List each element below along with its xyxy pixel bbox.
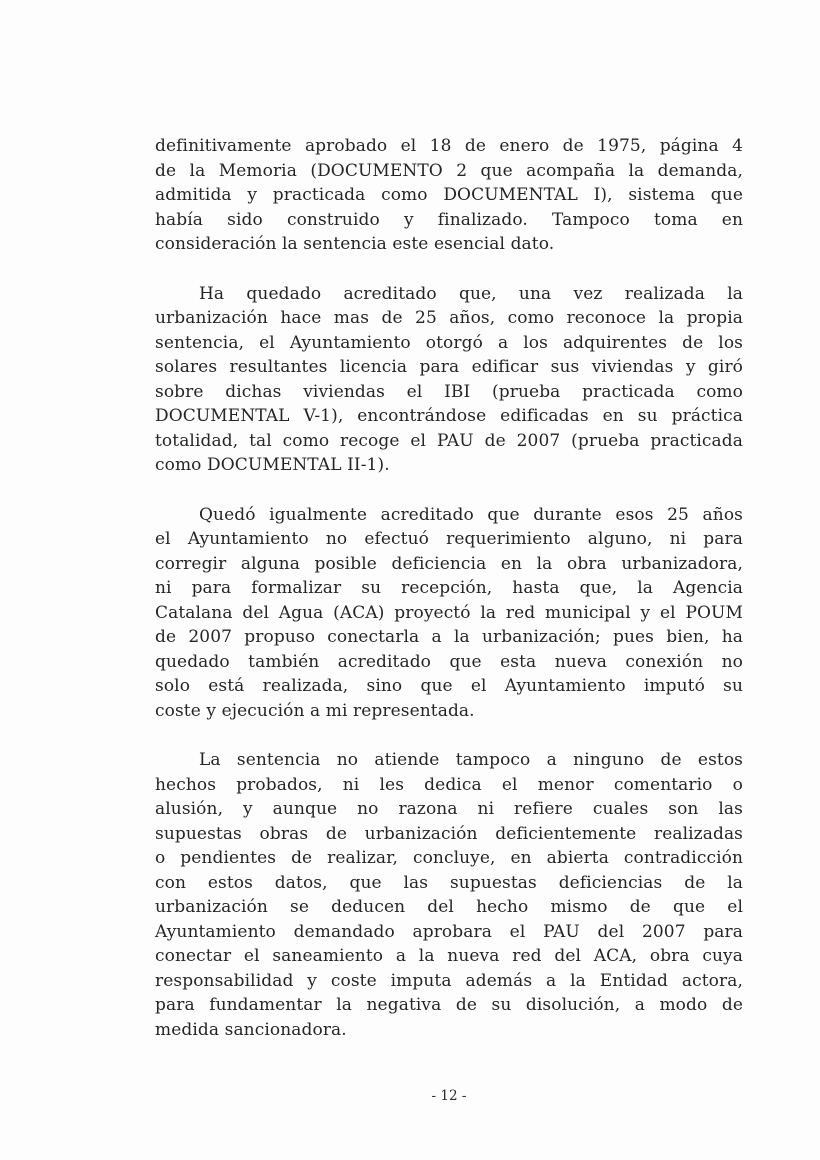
text-line: supuestas obras de urbanización deficientemente realizadas — [155, 823, 743, 844]
text-line: admitida y practicada como DOCUMENTAL I), sistema que — [155, 185, 743, 205]
text-line: Quedó igualmente acreditado que durante esos 25 años — [199, 504, 743, 525]
document-body — [155, 134, 743, 1067]
text-line: sobre dichas viviendas el IBI (prueba practicada como — [155, 381, 743, 402]
text-line: solares resultantes licencia para edificar sus viviendas y giró — [155, 357, 743, 377]
page-number: - 12 - — [431, 1088, 467, 1104]
paragraph — [155, 134, 743, 257]
text-line: o pendientes de realizar, concluye, en abierta contradicción — [155, 848, 743, 868]
text-line: hechos probados, ni les dedica el menor comentario o — [155, 774, 743, 795]
text-line: conectar el saneamiento a la nueva red del ACA, obra cuya — [155, 946, 743, 966]
text-line: consideración la sentencia este esencial dato. — [155, 234, 555, 254]
text-line: DOCUMENTAL V-1), encontrándose edificadas en su práctica — [155, 406, 743, 426]
text-line: de 2007 propuso conectarla a la urbanización; pues bien, ha — [155, 627, 743, 647]
text-line: Ha quedado acreditado que, una vez realizada la — [199, 283, 743, 304]
text-line: con estos datos, que las supuestas deficiencias de la — [155, 872, 743, 893]
text-line: como DOCUMENTAL II-1). — [155, 455, 390, 475]
text-line: el Ayuntamiento no efectuó requerimiento alguno, ni para — [155, 529, 743, 549]
text-line: solo está realizada, sino que el Ayuntamiento imputó su — [155, 676, 743, 696]
text-line: medida sancionadora. — [155, 1019, 347, 1040]
text-line: responsabilidad y coste imputa además a la Entidad actora, — [155, 970, 743, 991]
paragraph — [155, 748, 743, 1042]
text-line: había sido construido y finalizado. Tampoco toma en — [155, 209, 743, 230]
text-line: sentencia, el Ayuntamiento otorgó a los adquirentes de los — [155, 332, 743, 353]
text-line: urbanización hace mas de 25 años, como reconoce la propia — [155, 308, 743, 328]
text-line: ni para formalizar su recepción, hasta que, la Agencia — [155, 578, 743, 598]
text-line: definitivamente aprobado el 18 de enero de 1975, página 4 — [155, 136, 743, 156]
text-line: Ayuntamiento demandado aprobara el PAU del 2007 para — [155, 921, 743, 942]
text-line: para fundamentar la negativa de su disolución, a modo de — [155, 995, 743, 1015]
text-line: corregir alguna posible deficiencia en la obra urbanizadora, — [155, 553, 743, 574]
text-line: urbanización se deducen del hecho mismo de que el — [155, 897, 743, 917]
text-line: de la Memoria (DOCUMENTO 2 que acompaña la demanda, — [155, 160, 743, 181]
paragraph — [155, 503, 743, 724]
text-line: quedado también acreditado que esta nueva conexión no — [155, 651, 743, 672]
text-line: alusión, y aunque no razona ni refiere cuales son las — [155, 799, 743, 819]
paragraph — [155, 282, 743, 478]
text-line: coste y ejecución a mi representada. — [155, 700, 475, 721]
text-line: La sentencia no atiende tampoco a ninguno de estos — [199, 750, 743, 770]
text-line: totalidad, tal como recoge el PAU de 2007 (prueba practicada — [155, 430, 743, 451]
text-line: Catalana del Agua (ACA) proyectó la red municipal y el POUM — [155, 602, 743, 623]
